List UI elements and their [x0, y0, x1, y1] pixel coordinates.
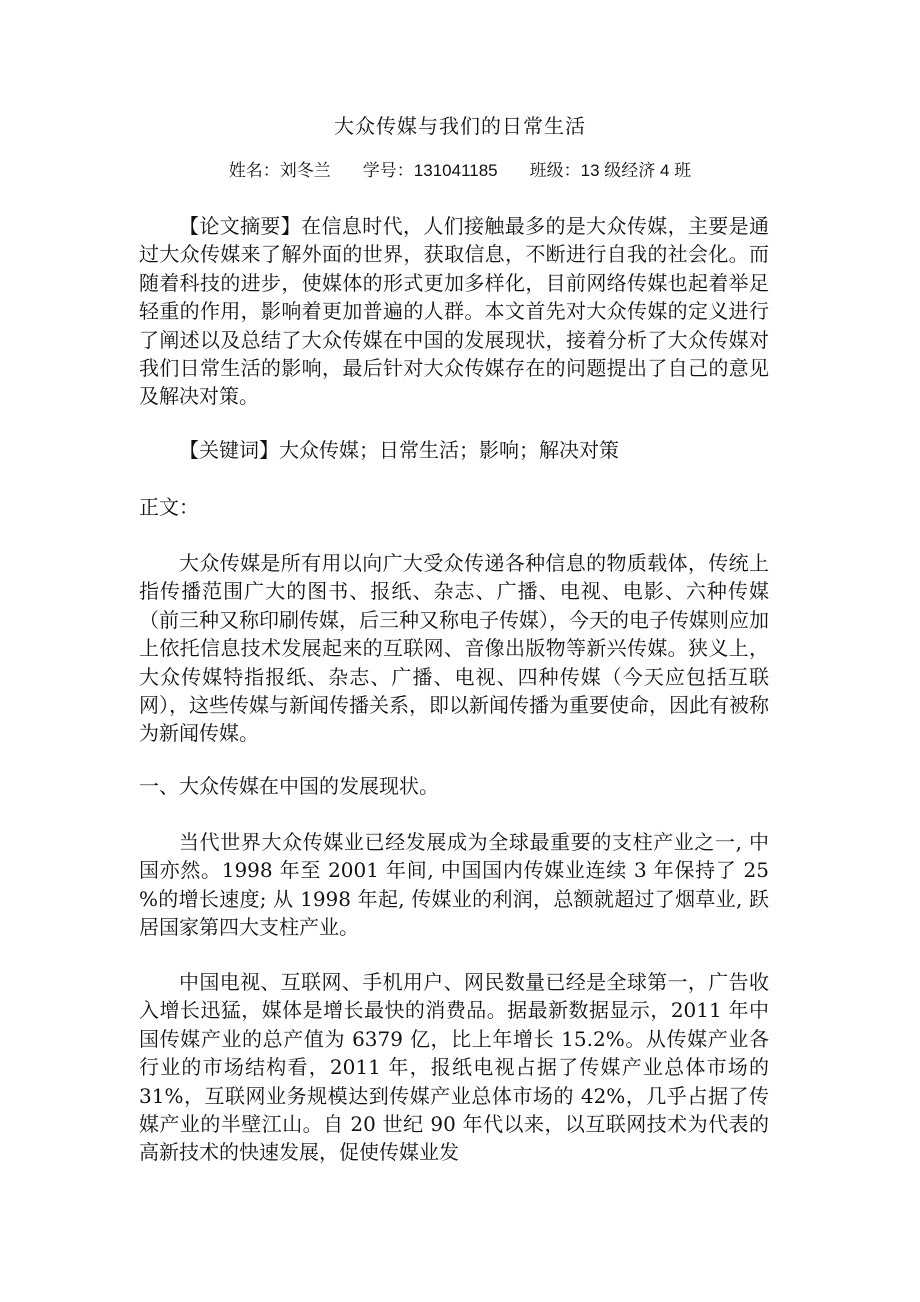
author-info-line [0, 157, 920, 185]
author-name: 姓名：刘冬兰 [228, 161, 331, 180]
body-heading: 正文： [139, 495, 199, 519]
keywords-label: 【关键词】 [179, 438, 279, 462]
abstract-text: 在信息时代，人们接触最多的是大众传媒，主要是通过大众传媒来了解外面的世界，获取信息，不断进行自我的社会化。而随着科技的进步，使媒体的形式更加多样化，目前网络传媒也起着举足轻重的作用，影响着更加普遍的人群。本文首先对大众传媒的定义进行了阐述以及总结了大众传媒在中国的发展现状，接着分析了大众传媒对我们日常生活的影响，最后针对大众传媒存在的问题提出了自己的意见及解决对策。 [139, 214, 770, 409]
abstract-paragraph [139, 212, 769, 411]
paragraph-3: 中国电视、互联网、手机用户、网民数量已经是全球第一，广告收入增长迅猛，媒体是增长最快的消费品。据最新数据显示，2011 年中国传媒产业的总产值为 6379 亿，比上年增长 15.2%。从传媒产业各行业的市场结构看，2011 年，报纸电视占据了传媒产业总体市场的 31%，互联网业务规模达到传媒产业总体市场的 42%，几乎占据了传媒产业的半壁江山。自 20 世纪 90 年代以来，以互联网技术为代表的高新技术的快速发展，促使传媒业发 [139, 970, 769, 1165]
paragraph-2: 当代世界大众传媒业已经发展成为全球最重要的支柱产业之一, 中国亦然。1998 年至 2001 年间, 中国国内传媒业连续 3 年保持了 25 %的增长速度; 从 1998 年起, 传媒业的利润，总额就超过了烟草业, 跃居国家第四大支柱产业。 [139, 830, 769, 940]
student-id: 学号：131041185 [362, 161, 498, 180]
keywords-text: 大众传媒；日常生活；影响；解决对策 [279, 438, 619, 462]
class-info: 班级：13 级经济 4 班 [529, 161, 692, 180]
keywords-paragraph [139, 436, 769, 464]
document-title: 大众传媒与我们的日常生活 [334, 116, 586, 138]
section-1-heading: 一、大众传媒在中国的发展现状。 [139, 774, 439, 798]
paragraph-1: 大众传媒是所有用以向广大受众传递各种信息的物质载体，传统上指传播范围广大的图书、报纸、杂志、广播、电视、电影、六种传媒（前三种又称印刷传媒，后三种又称电子传媒），今天的电子传媒则应加上依托信息技术发展起来的互联网、音像出版物等新兴传媒。狭义上，大众传媒特指报纸、杂志、广播、电视、四种传媒（今天应包括互联网），这些传媒与新闻传播关系，即以新闻传播为重要使命，因此有被称为新闻传媒。 [139, 551, 769, 746]
abstract-label: 【论文摘要】 [179, 214, 302, 238]
